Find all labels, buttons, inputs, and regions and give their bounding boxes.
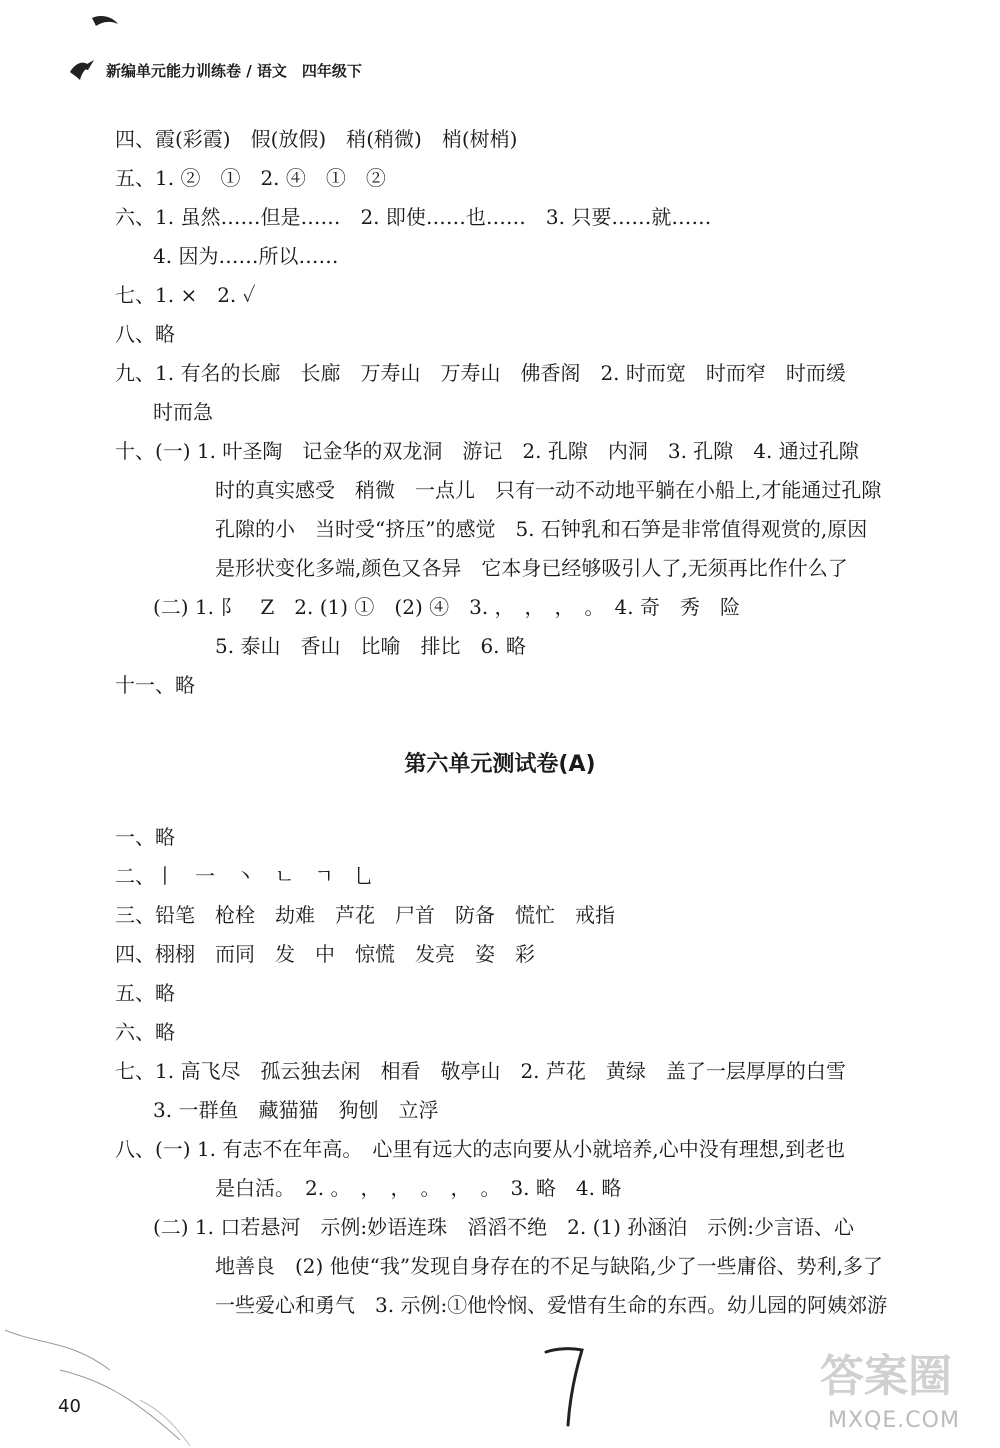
answer-line: 五、略: [115, 981, 175, 1005]
handwritten-mark: [538, 1340, 588, 1430]
answer-line: 孔隙的小 当时受“挤压”的感觉 5. 石钟乳和石笋是非常值得观赏的,原因: [215, 517, 868, 541]
answer-line: 一、略: [115, 825, 175, 849]
watermark-url: MXQE.COM: [828, 1408, 960, 1433]
answer-line: 十一、略: [115, 673, 195, 697]
answer-line: 4. 因为……所以……: [153, 244, 339, 268]
answer-line: (二) 1. 阝 Z 2. (1) ① (2) ④ 3. ， ， ， 。 4. 奇 秀 险: [153, 595, 740, 619]
answer-line: 时而急: [153, 400, 213, 424]
answer-line: 5. 泰山 香山 比喻 排比 6. 略: [215, 634, 526, 658]
answer-line: 六、略: [115, 1020, 175, 1044]
answer-line: 3. 一群鱼 藏猫猫 狗刨 立浮: [153, 1098, 439, 1122]
header-title: 新编单元能力训练卷 / 语文 四年级下: [106, 62, 362, 80]
answer-line: 三、铅笔 枪栓 劫难 芦花 尸首 防备 慌忙 戒指: [115, 903, 615, 927]
answer-line: 五、1. ② ① 2. ④ ① ②: [115, 166, 386, 190]
answer-line: 时的真实感受 稍微 一点儿 只有一动不动地平躺在小船上,才能通过孔隙: [215, 478, 882, 502]
answer-line: (二) 1. 口若悬河 示例:妙语连珠 滔滔不绝 2. (1) 孙涵泊 示例:少言语、心: [153, 1215, 855, 1239]
corner-decoration-icon: [0, 1300, 220, 1448]
answer-line: 七、1. × 2. ✓: [115, 283, 256, 307]
answer-line: 七、1. 高飞尽 孤云独去闲 相看 敬亭山 2. 芦花 黄绿 盖了一层厚厚的白雪: [115, 1059, 846, 1083]
answer-line: 是白活。 2. 。 ， ， 。 ， 。 3. 略 4. 略: [215, 1176, 622, 1200]
page-number: 40: [58, 1396, 81, 1417]
answer-line: 九、1. 有名的长廊 长廊 万寿山 万寿山 佛香阁 2. 时而宽 时而窄 时而缓: [115, 361, 846, 385]
watermark: [820, 1340, 990, 1440]
answer-line: 四、霞(彩霞) 假(放假) 稍(稍微) 梢(树梢): [115, 127, 518, 151]
answer-line: 二、丨 一 丶 ㄴ ㄱ 乚: [115, 864, 374, 888]
section-title: 第六单元测试卷(A): [404, 752, 596, 777]
answer-line: 八、(一) 1. 有志不在年高。 心里有远大的志向要从小就培养,心中没有理想,到老也: [115, 1137, 846, 1161]
answer-line: 是形状变化多端,颜色又各异 它本身已经够吸引人了,无须再比作什么了: [215, 556, 848, 580]
answer-line: 四、栩栩 而同 发 中 惊慌 发亮 姿 彩: [115, 942, 535, 966]
answer-line: 八、略: [115, 322, 175, 346]
watermark-logo: 答案圈: [820, 1351, 952, 1402]
answer-line: 六、1. 虽然……但是…… 2. 即使……也…… 3. 只要……就……: [115, 205, 712, 229]
answer-line: 地善良 (2) 他使“我”发现自身存在的不足与缺陷,少了一些庸俗、势利,多了: [215, 1254, 883, 1278]
answer-line: 十、(一) 1. 叶圣陶 记金华的双龙洞 游记 2. 孔隙 内洞 3. 孔隙 4. 通过孔隙: [115, 439, 859, 463]
answer-line: 一些爱心和勇气 3. 示例:①他怜悯、爱惜有生命的东西。幼儿园的阿姨郊游: [215, 1293, 888, 1317]
page-header: [60, 10, 460, 90]
